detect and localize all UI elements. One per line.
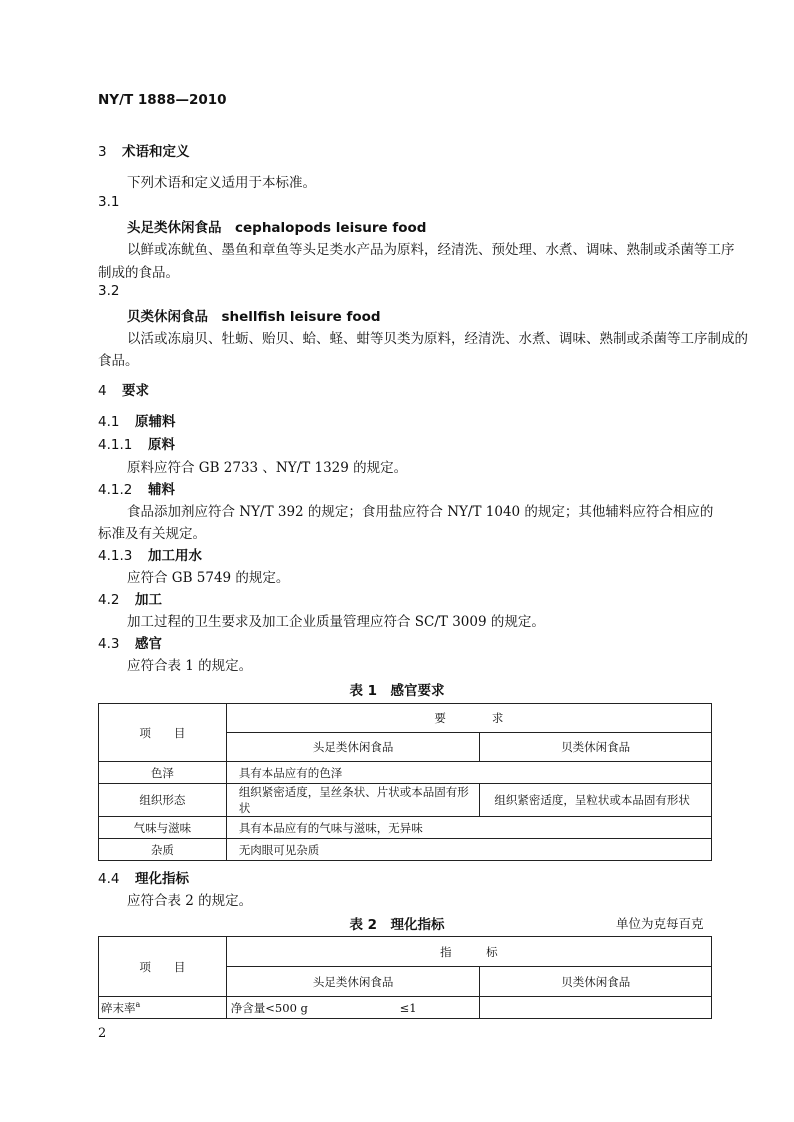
table-header-requirement: 要 求 xyxy=(226,704,711,733)
section-title: 理化指标 xyxy=(135,871,189,887)
section-4-3-text: 应符合表 1 的规定。 xyxy=(127,658,253,674)
table-row xyxy=(99,784,712,817)
section-4-1-3-text: 应符合 GB 5749 的规定。 xyxy=(127,570,290,586)
table-cell-item xyxy=(99,997,227,1019)
term-3-2-number: 3.2 xyxy=(98,283,120,299)
section-4-3-heading xyxy=(98,632,162,652)
section-number: 4.1.3 xyxy=(98,548,133,564)
term-3-2-definition-line1: 以活或冻扇贝、牡蛎、贻贝、蛤、蛏、蚶等贝类为原料，经清洗、水煮、调味、熟制或杀菌等工序制成的 xyxy=(127,331,748,347)
section-number: 4.3 xyxy=(98,636,120,652)
standard-code-header: NY/T 1888—2010 xyxy=(98,92,227,108)
section-number: 4.1.1 xyxy=(98,437,133,453)
section-title: 加工用水 xyxy=(148,548,202,564)
section-number: 4.2 xyxy=(98,592,120,608)
section-4-1-heading xyxy=(98,410,176,430)
section-4-1-2-text-line1: 食品添加剂应符合 NY/T 392 的规定；食用盐应符合 NY/T 1040 的规定；其他辅料应符合相应的 xyxy=(127,504,714,520)
table-header-cephalopods: 头足类休闲食品 xyxy=(226,967,480,997)
net-content-condition: 净含量<500 g xyxy=(230,1000,308,1015)
table-1 xyxy=(98,703,712,861)
term-3-2-title: 贝类休闲食品 shellfish leisure food xyxy=(127,309,381,325)
term-3-2-definition-line2: 食品。 xyxy=(98,353,139,369)
section-4-heading xyxy=(98,379,149,399)
table-cell-value: 无肉眼可见杂质 xyxy=(226,839,711,861)
section-number: 4.4 xyxy=(98,871,120,887)
table-2 xyxy=(98,936,712,1019)
section-4-4-heading xyxy=(98,867,189,887)
section-4-1-1-heading xyxy=(98,433,175,453)
limit-value: ≤1 xyxy=(399,1000,417,1015)
table-cell-value: 具有本品应有的色泽 xyxy=(226,762,711,784)
term-3-1-number: 3.1 xyxy=(98,194,120,210)
term-3-1-definition-line1: 以鲜或冻鱿鱼、墨鱼和章鱼等头足类水产品为原料，经清洗、预处理、水煮、调味、熟制或杀菌等工序 xyxy=(127,242,735,258)
table-2-caption: 表 2 理化指标 xyxy=(349,917,445,933)
table-row xyxy=(99,762,712,784)
table-cell-value: 具有本品应有的气味与滋味，无异味 xyxy=(226,817,711,839)
section-4-1-3-heading xyxy=(98,544,202,564)
table-header-indicator: 指 标 xyxy=(226,937,711,967)
section-4-4-text: 应符合表 2 的规定。 xyxy=(127,893,253,909)
section-title: 术语和定义 xyxy=(122,144,190,160)
section-4-2-text: 加工过程的卫生要求及加工企业质量管理应符合 SC/T 3009 的规定。 xyxy=(127,614,545,630)
section-number: 3 xyxy=(98,144,107,160)
table-row xyxy=(99,817,712,839)
section-4-1-2-text-line2: 标准及有关规定。 xyxy=(98,526,206,542)
section-title: 感官 xyxy=(135,636,162,652)
table-cell-value: 组织紧密适度，呈丝条状、片状或本品固有形状 xyxy=(226,784,480,817)
row-item-label: 碎末率 xyxy=(101,1000,136,1015)
section-3-heading xyxy=(98,140,190,160)
table-cell-item: 气味与滋味 xyxy=(99,817,227,839)
table-cell-item: 杂质 xyxy=(99,839,227,861)
table-cell-value: 组织紧密适度，呈粒状或本品固有形状 xyxy=(480,784,712,817)
section-number: 4 xyxy=(98,383,107,399)
table-cell-item: 色泽 xyxy=(99,762,227,784)
table-header-shellfish: 贝类休闲食品 xyxy=(480,967,712,997)
table-header-shellfish: 贝类休闲食品 xyxy=(480,733,712,762)
term-3-1-title: 头足类休闲食品 cephalopods leisure food xyxy=(127,220,427,236)
section-title: 原料 xyxy=(148,437,175,453)
table-row xyxy=(99,839,712,861)
section-4-1-1-text: 原料应符合 GB 2733 、NY/T 1329 的规定。 xyxy=(127,460,408,476)
section-number: 4.1.2 xyxy=(98,482,133,498)
section-4-2-heading xyxy=(98,588,162,608)
table-row xyxy=(99,997,712,1019)
section-title: 要求 xyxy=(122,383,149,399)
table-2-unit: 单位为克每百克 xyxy=(616,916,704,931)
section-title: 原辅料 xyxy=(135,414,176,430)
table-cell-value xyxy=(480,997,712,1019)
table-header-item: 项 目 xyxy=(99,704,227,762)
table-1-caption: 表 1 感官要求 xyxy=(349,683,445,699)
page-number: 2 xyxy=(98,1026,107,1041)
section-title: 辅料 xyxy=(148,482,175,498)
table-header-cephalopods: 头足类休闲食品 xyxy=(226,733,480,762)
section-number: 4.1 xyxy=(98,414,120,430)
footnote-marker: a xyxy=(135,999,141,1009)
section-title: 加工 xyxy=(135,592,162,608)
table-cell-item: 组织形态 xyxy=(99,784,227,817)
section-3-intro: 下列术语和定义适用于本标准。 xyxy=(127,175,316,191)
section-4-1-2-heading xyxy=(98,478,175,498)
table-cell-value xyxy=(226,997,480,1019)
term-3-1-definition-line2: 制成的食品。 xyxy=(98,265,179,281)
table-header-item: 项 目 xyxy=(99,937,227,997)
